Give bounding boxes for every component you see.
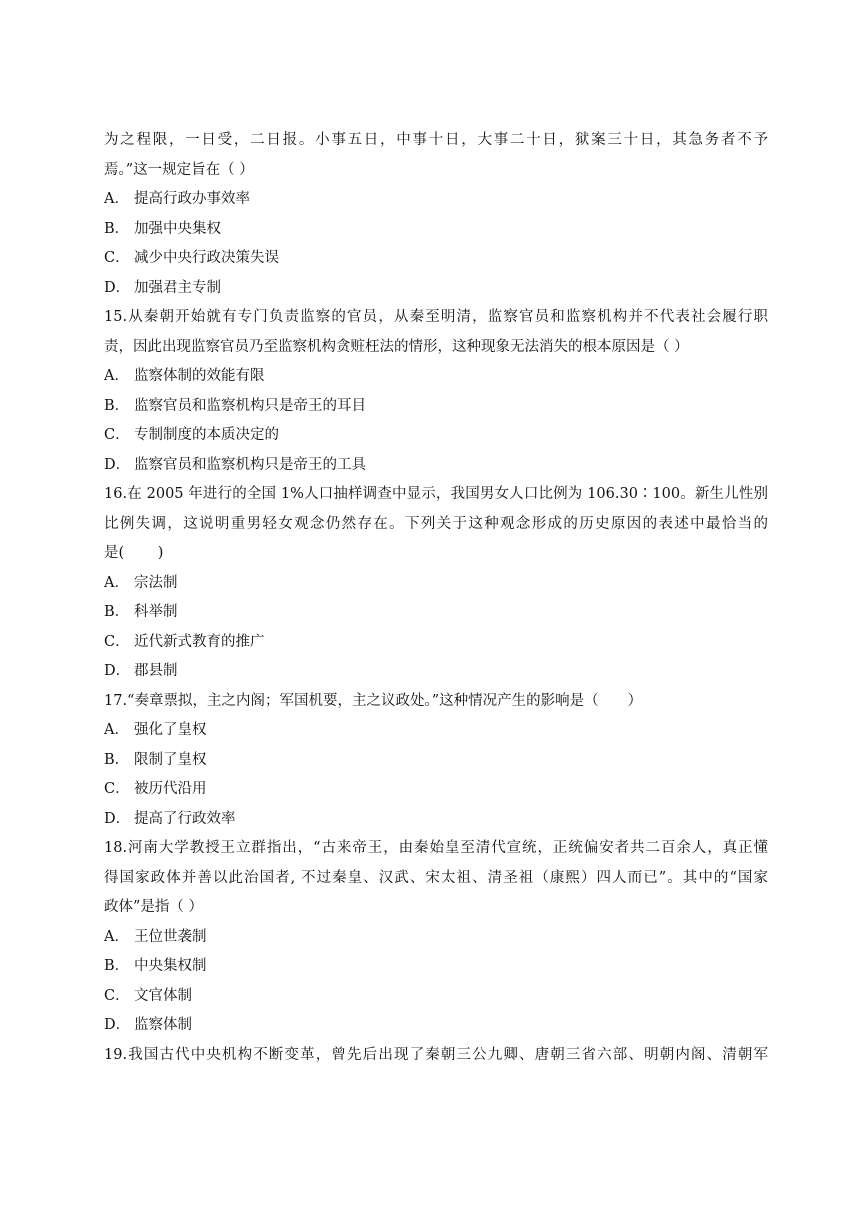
question-18-stem-line-2: 得国家政体并善以此治国者, 不过秦皇、汉武、宋太祖、清圣祖（康熙）四人而已”。其中的“国家 <box>104 869 768 886</box>
option-letter: B． <box>104 397 130 414</box>
question-16-stem-line-1: 16.在 2005 年进行的全国 1%人口抽样调查中显示，我国男女人口比例为 106.30∶100。新生儿性别 <box>104 486 768 502</box>
option-letter: B． <box>104 604 130 620</box>
question-16-option-d <box>104 657 768 687</box>
question-15-option-c <box>104 421 768 451</box>
question-18 <box>104 834 768 1041</box>
option-text: 监察官员和监察机构只是帝王的耳目 <box>134 397 366 414</box>
option-text: 监察官员和监察机构只是帝王的工具 <box>134 456 366 473</box>
question-14-option-c <box>104 244 768 274</box>
question-19 <box>104 1041 768 1071</box>
question-15-option-b <box>104 392 768 422</box>
question-14-stem-line-2: 焉。”这一规定旨在（ ） <box>104 161 254 178</box>
option-letter: A． <box>104 722 129 738</box>
question-16-stem-line-2: 比例失调，这说明重男轻女观念仍然存在。下列关于这种观念形成的历史原因的表述中最恰当的 <box>104 515 768 532</box>
option-text: 提高行政办事效率 <box>134 191 250 207</box>
option-letter: C． <box>104 781 130 797</box>
question-14-stem-line-1: 为之程限，一日受，二日报。小事五日，中事十日，大事二十日，狱案三十日，其急务者不予 <box>104 132 768 148</box>
question-18-stem-line-3: 政体”是指（ ） <box>104 899 204 915</box>
option-letter: A． <box>104 191 129 207</box>
document-page <box>104 126 768 1070</box>
option-letter: D． <box>104 1017 131 1033</box>
option-letter: D． <box>104 456 131 473</box>
question-15-stem-line-2: 责，因此出现监察官员乃至监察机构贪赃枉法的情形，这种现象无法消失的根本原因是（ ） <box>104 338 689 355</box>
option-text: 文官体制 <box>134 987 192 1004</box>
question-16-option-b <box>104 598 768 628</box>
option-letter: A． <box>104 928 129 945</box>
question-17-option-a <box>104 716 768 746</box>
option-letter: B． <box>104 220 130 237</box>
option-letter: D． <box>104 663 131 679</box>
question-19-stem-line-1: 19.我国古代中央机构不断变革，曾先后出现了秦朝三公九卿、唐朝三省六部、明朝内阁、清朝军 <box>104 1046 768 1063</box>
option-text: 减少中央行政决策失误 <box>134 250 279 266</box>
question-15 <box>104 303 768 480</box>
question-18-option-d <box>104 1011 768 1041</box>
option-text: 提高了行政效率 <box>134 810 236 827</box>
option-letter: A． <box>104 574 129 591</box>
option-text: 近代新式教育的推广 <box>134 633 265 650</box>
question-17-option-d <box>104 805 768 835</box>
question-16-stem-line-3: 是( ) <box>104 545 164 561</box>
question-18-stem-line-1: 18.河南大学教授王立群指出，“古来帝王，由秦始皇至清代宣统，正统偏安者共二百余人，真正懂 <box>104 840 768 856</box>
option-letter: D． <box>104 279 131 296</box>
question-14-option-b <box>104 215 768 245</box>
option-letter: B． <box>104 751 130 768</box>
option-letter: A． <box>104 368 129 384</box>
question-17 <box>104 687 768 835</box>
option-text: 宗法制 <box>134 574 178 591</box>
option-letter: B． <box>104 958 130 974</box>
option-text: 郡县制 <box>134 663 178 679</box>
option-letter: C． <box>104 250 130 266</box>
option-letter: C． <box>104 987 130 1004</box>
option-text: 王位世袭制 <box>134 928 207 945</box>
option-letter: C． <box>104 633 130 650</box>
question-17-option-b <box>104 746 768 776</box>
question-17-option-c <box>104 775 768 805</box>
question-18-option-c <box>104 982 768 1012</box>
question-14-option-a <box>104 185 768 215</box>
question-17-stem-line-1: 17.“奏章票拟，主之内阁；军国机要，主之议政处。”这种情况产生的影响是（ ） <box>104 692 643 709</box>
question-15-stem-line-1: 15.从秦朝开始就有专门负责监察的官员，从秦至明清，监察官员和监察机构并不代表社会履行职 <box>104 309 768 325</box>
option-letter: D． <box>104 810 131 827</box>
option-letter: C． <box>104 427 130 443</box>
option-text: 被历代沿用 <box>134 781 207 797</box>
question-16-option-a <box>104 569 768 599</box>
option-text: 专制制度的本质决定的 <box>134 427 279 443</box>
option-text: 强化了皇权 <box>134 722 207 738</box>
option-text: 监察体制的效能有限 <box>134 368 265 384</box>
option-text: 监察体制 <box>134 1017 192 1033</box>
option-text: 科举制 <box>134 604 178 620</box>
question-16 <box>104 480 768 687</box>
option-text: 限制了皇权 <box>134 751 207 768</box>
option-text: 中央集权制 <box>134 958 207 974</box>
option-text: 加强中央集权 <box>134 220 221 237</box>
question-15-option-d <box>104 451 768 481</box>
question-18-option-b <box>104 952 768 982</box>
question-16-option-c <box>104 628 768 658</box>
question-14 <box>104 126 768 303</box>
question-14-option-d <box>104 274 768 304</box>
question-18-option-a <box>104 923 768 953</box>
question-15-option-a <box>104 362 768 392</box>
option-text: 加强君主专制 <box>134 279 221 296</box>
